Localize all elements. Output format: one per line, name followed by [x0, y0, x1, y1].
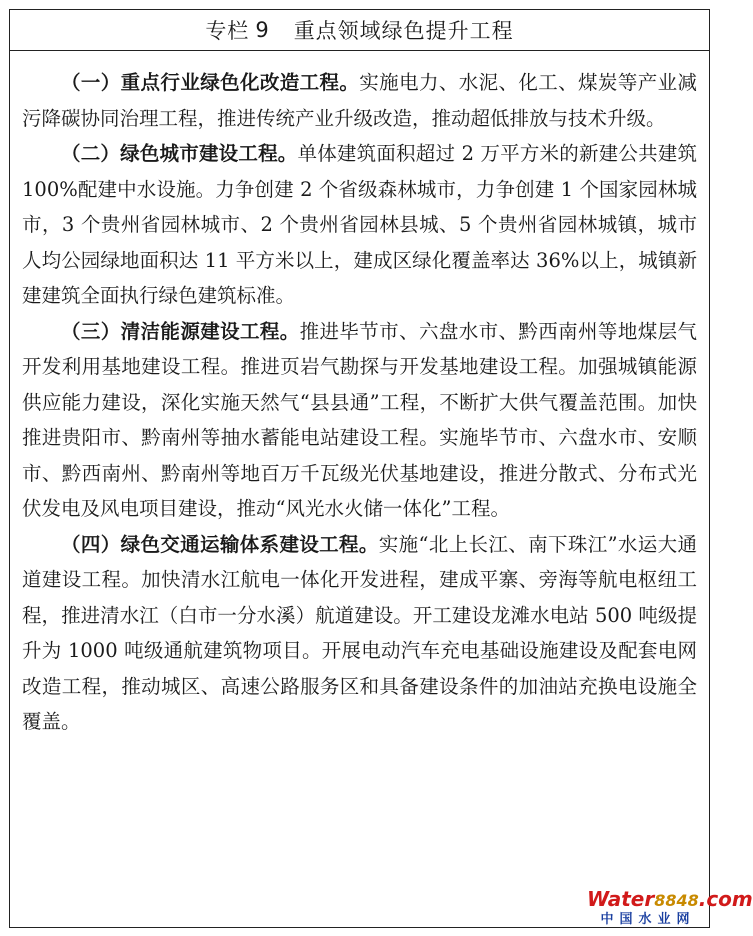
section-paragraph [22, 65, 697, 136]
section-body: 实施“北上长江、南下珠江”水运大通道建设工程。加快清水江航电一体化开发进程，建成平寨、旁海等航电枢纽工程，推进清水江（白市一分水溪）航道建设。开工建设龙滩水电站 500 吨级提升为 1000 吨级通航建筑物项目。开展电动汽车充电基础设施建设及配套电网改造工程，推动城区、高速公路服务区和具备建设条件的加油站充换电设施全覆盖。 [22, 532, 697, 733]
section-heading: （四）绿色交通运输体系建设工程。 [61, 532, 379, 556]
column-box [9, 9, 710, 928]
watermark-subtitle: 中国水业网 [600, 912, 696, 927]
column-label: 专栏 [205, 19, 250, 43]
site-watermark [587, 887, 753, 928]
section-paragraph [22, 136, 697, 314]
column-content [10, 51, 709, 740]
column-number: 9 [255, 18, 270, 42]
watermark-suffix: .com [698, 887, 753, 911]
section-heading: （三）清洁能源建设工程。 [61, 319, 300, 343]
section-paragraph [22, 527, 697, 740]
section-body: 单体建筑面积超过 2 万平方米的新建公共建筑 100%配建中水设施。力争创建 2 个省级森林城市，力争创建 1 个国家园林城市，3 个贵州省园林城市、2 个贵州省园林县城、5 个贵州省园林城镇，城市人均公园绿地面积达 11 平方米以上，建成区绿化覆盖率达 36%以上，城镇新建建筑全面执行绿色建筑标准。 [22, 142, 697, 307]
column-title: 重点领域绿色提升工程 [293, 19, 514, 43]
section-heading: （一）重点行业绿色化改造工程。 [61, 71, 360, 94]
section-body: 推进毕节市、六盘水市、黔西南州等地煤层气开发利用基地建设工程。推进页岩气勘探与开发基地建设工程。加强城镇能源供应能力建设，深化实施天然气“县县通”工程，不断扩大供气覆盖范围。加快推进贵阳市、黔南州等抽水蓄能电站建设工程。实施毕节市、六盘水市、安顺市、黔西南州、黔南州等地百万千瓦级光伏基地建设，推进分散式、分布式光伏发电及风电项目建设，推动“风光水火储一体化”工程。 [22, 319, 697, 520]
section-heading: （二）绿色城市建设工程。 [61, 142, 298, 165]
watermark-digits: 8848 [654, 891, 699, 910]
section-body: 实施电力、水泥、化工、煤炭等产业减污降碳协同治理工程，推进传统产业升级改造，推动超低排放与技术升级。 [22, 71, 697, 130]
watermark-logo [587, 887, 753, 912]
watermark-word: Water [587, 887, 655, 911]
column-header [10, 10, 709, 51]
section-paragraph [22, 314, 697, 527]
